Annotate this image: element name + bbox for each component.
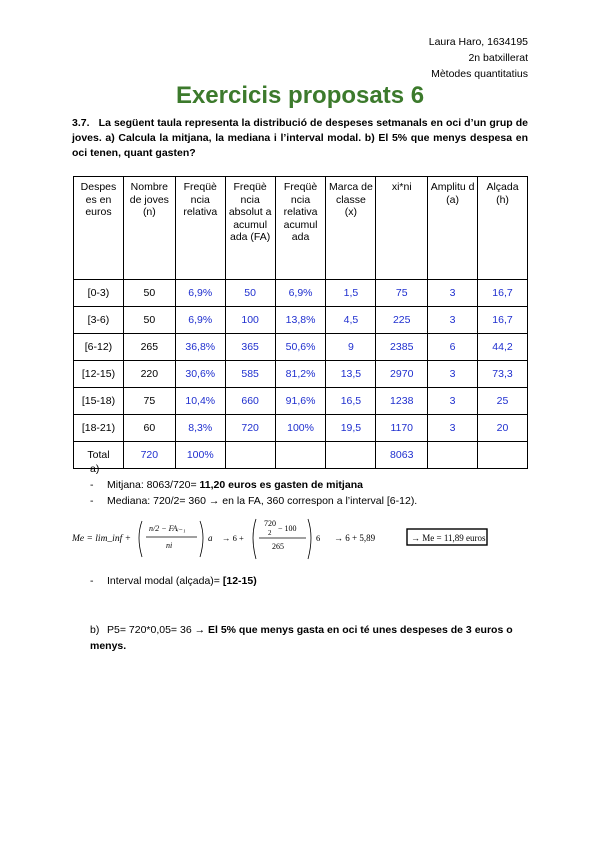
table-row	[74, 307, 528, 334]
table-cell: 3	[428, 388, 478, 415]
answers-part-b	[90, 622, 530, 654]
step2-bottom: 265	[272, 542, 284, 551]
table-cell: 91,6%	[275, 388, 326, 415]
table-cell: 6	[428, 334, 478, 361]
table-cell: 220	[123, 361, 175, 388]
table-cell: [15-18)	[74, 388, 124, 415]
step2-top-b: 2	[268, 529, 272, 537]
subject-line: Mètodes quantitatius	[431, 68, 528, 80]
table-cell: 660	[225, 388, 275, 415]
modal-line: - Interval modal (alçada)= [12-15)	[90, 575, 257, 587]
table-cell: 100	[225, 307, 275, 334]
median-formula-graphic	[72, 517, 492, 565]
part-a-label: a)	[90, 463, 100, 475]
table-cell: 4,5	[326, 307, 376, 334]
table-cell: 3	[428, 280, 478, 307]
table-cell: 50	[123, 307, 175, 334]
table-cell: [3-6)	[74, 307, 124, 334]
table-cell: 16,5	[326, 388, 376, 415]
table-cell: 19,5	[326, 415, 376, 442]
formula-a: a	[208, 533, 213, 543]
header-cell: xi*ni	[376, 177, 428, 280]
table-cell: 50	[225, 280, 275, 307]
left-paren-icon	[139, 521, 142, 557]
table-cell: 1170	[376, 415, 428, 442]
header-cell: Freqüè ncia relativa	[175, 177, 225, 280]
mitjana-line	[90, 477, 540, 493]
table-cell: 81,2%	[275, 361, 326, 388]
table-cell: 8063	[376, 442, 428, 469]
step2-suffix: 6	[316, 533, 321, 543]
header-cell: Freqüè ncia relativa acumul ada	[275, 177, 326, 280]
table-cell: 50,6%	[275, 334, 326, 361]
table-cell: 3	[428, 361, 478, 388]
table-cell: 2970	[376, 361, 428, 388]
mediana-line: - Mediana: 720/2= 360 → en la FA, 360 correspon a l’interval [6-12).	[90, 493, 540, 509]
table-cell: [0-3)	[74, 280, 124, 307]
table-cell: 720	[225, 415, 275, 442]
table-cell: [12-15)	[74, 361, 124, 388]
header-cell: Marca de classe (x)	[326, 177, 376, 280]
step2-top-a: 720	[264, 519, 276, 528]
table-cell: 10,4%	[175, 388, 225, 415]
page-title: Exercicis proposats 6	[175, 82, 425, 109]
table-cell: 30,6%	[175, 361, 225, 388]
table-cell: 1238	[376, 388, 428, 415]
header-cell: Freqüè ncia absolut a acumul ada (FA)	[225, 177, 275, 280]
table-cell: 2385	[376, 334, 428, 361]
right-paren-icon	[200, 521, 203, 557]
formula-frac-top: n/2 − FAᵢ₋₁	[149, 524, 186, 533]
table-cell: 60	[123, 415, 175, 442]
table-cell: 6,9%	[175, 307, 225, 334]
step2-prefix: → 6 +	[222, 533, 244, 543]
table-cell: 16,7	[478, 307, 528, 334]
table-cell: Total	[74, 442, 124, 469]
table-cell: 75	[123, 388, 175, 415]
table-cell: 20	[478, 415, 528, 442]
table-cell: 3	[428, 415, 478, 442]
table-cell: 3	[428, 307, 478, 334]
table-cell: 8,3%	[175, 415, 225, 442]
table-cell: 16,7	[478, 280, 528, 307]
table-row	[74, 280, 528, 307]
mitjana-calc: Mitjana: 8063/720=	[107, 479, 200, 491]
answers-part-a	[90, 461, 540, 509]
step3: → 6 + 5,89	[334, 533, 376, 543]
formula-frac-bottom: ni	[166, 541, 173, 550]
table-cell: 13,8%	[275, 307, 326, 334]
table-row	[74, 388, 528, 415]
mitjana-result: 11,20 euros es gasten de mitjana	[199, 479, 363, 491]
table-cell: 25	[478, 388, 528, 415]
table-cell: 720	[123, 442, 175, 469]
table-cell: 73,3	[478, 361, 528, 388]
header-cell: Nombre de joves (n)	[123, 177, 175, 280]
table-cell: 365	[225, 334, 275, 361]
author-line: Laura Haro, 1634195	[428, 36, 528, 48]
table-cell: 44,2	[478, 334, 528, 361]
table-cell: 6,9%	[275, 280, 326, 307]
table-header-row	[74, 177, 528, 280]
course-line: 2n batxillerat	[468, 52, 528, 64]
frequency-table	[73, 176, 528, 469]
table-row	[74, 334, 528, 361]
question-statement	[72, 116, 528, 161]
table-cell: 585	[225, 361, 275, 388]
table-cell: 75	[376, 280, 428, 307]
step2-top-c: − 100	[278, 524, 297, 533]
document-header	[429, 34, 528, 82]
table-row	[74, 361, 528, 388]
formula-result: → Me = 11,89 euros	[411, 533, 486, 543]
header-cell: Alçada (h)	[478, 177, 528, 280]
question-text: La següent taula representa la distribució de despeses setmanals en oci d’un grup de joves. a) Calcula la mitjana, la mediana i l’interval modal. b) El 5% que menys despesa en oci tenen, quant gasten?	[72, 117, 528, 159]
table-cell: 100%	[175, 442, 225, 469]
part-b-label: b)	[90, 624, 100, 636]
table-cell: 13,5	[326, 361, 376, 388]
table-cell: [18-21)	[74, 415, 124, 442]
header-cell: Amplitu d (a)	[428, 177, 478, 280]
formula-lhs: Me = lim_inf +	[72, 534, 131, 544]
table-cell: 265	[123, 334, 175, 361]
table-cell: 36,8%	[175, 334, 225, 361]
modal-label: Interval modal (alçada)=	[107, 575, 223, 587]
table-cell: 100%	[275, 415, 326, 442]
question-number: 3.7.	[72, 117, 90, 129]
left-paren-icon	[253, 519, 256, 559]
part-b-result: El 5% que menys gasta en oci té unes despeses de 3 euros o menys.	[90, 624, 513, 652]
table-cell: 50	[123, 280, 175, 307]
table-row	[74, 415, 528, 442]
modal-result: [12-15)	[222, 575, 257, 587]
table-cell: [6-12)	[74, 334, 124, 361]
table-cell: 9	[326, 334, 376, 361]
right-paren-icon	[308, 519, 311, 559]
table-cell: 1,5	[326, 280, 376, 307]
part-b-calc: P5= 720*0,05= 36 →	[107, 624, 208, 636]
table-cell: 225	[376, 307, 428, 334]
median-formula	[72, 517, 492, 565]
table-cell: 6,9%	[175, 280, 225, 307]
header-cell: Despes es en euros	[74, 177, 124, 280]
